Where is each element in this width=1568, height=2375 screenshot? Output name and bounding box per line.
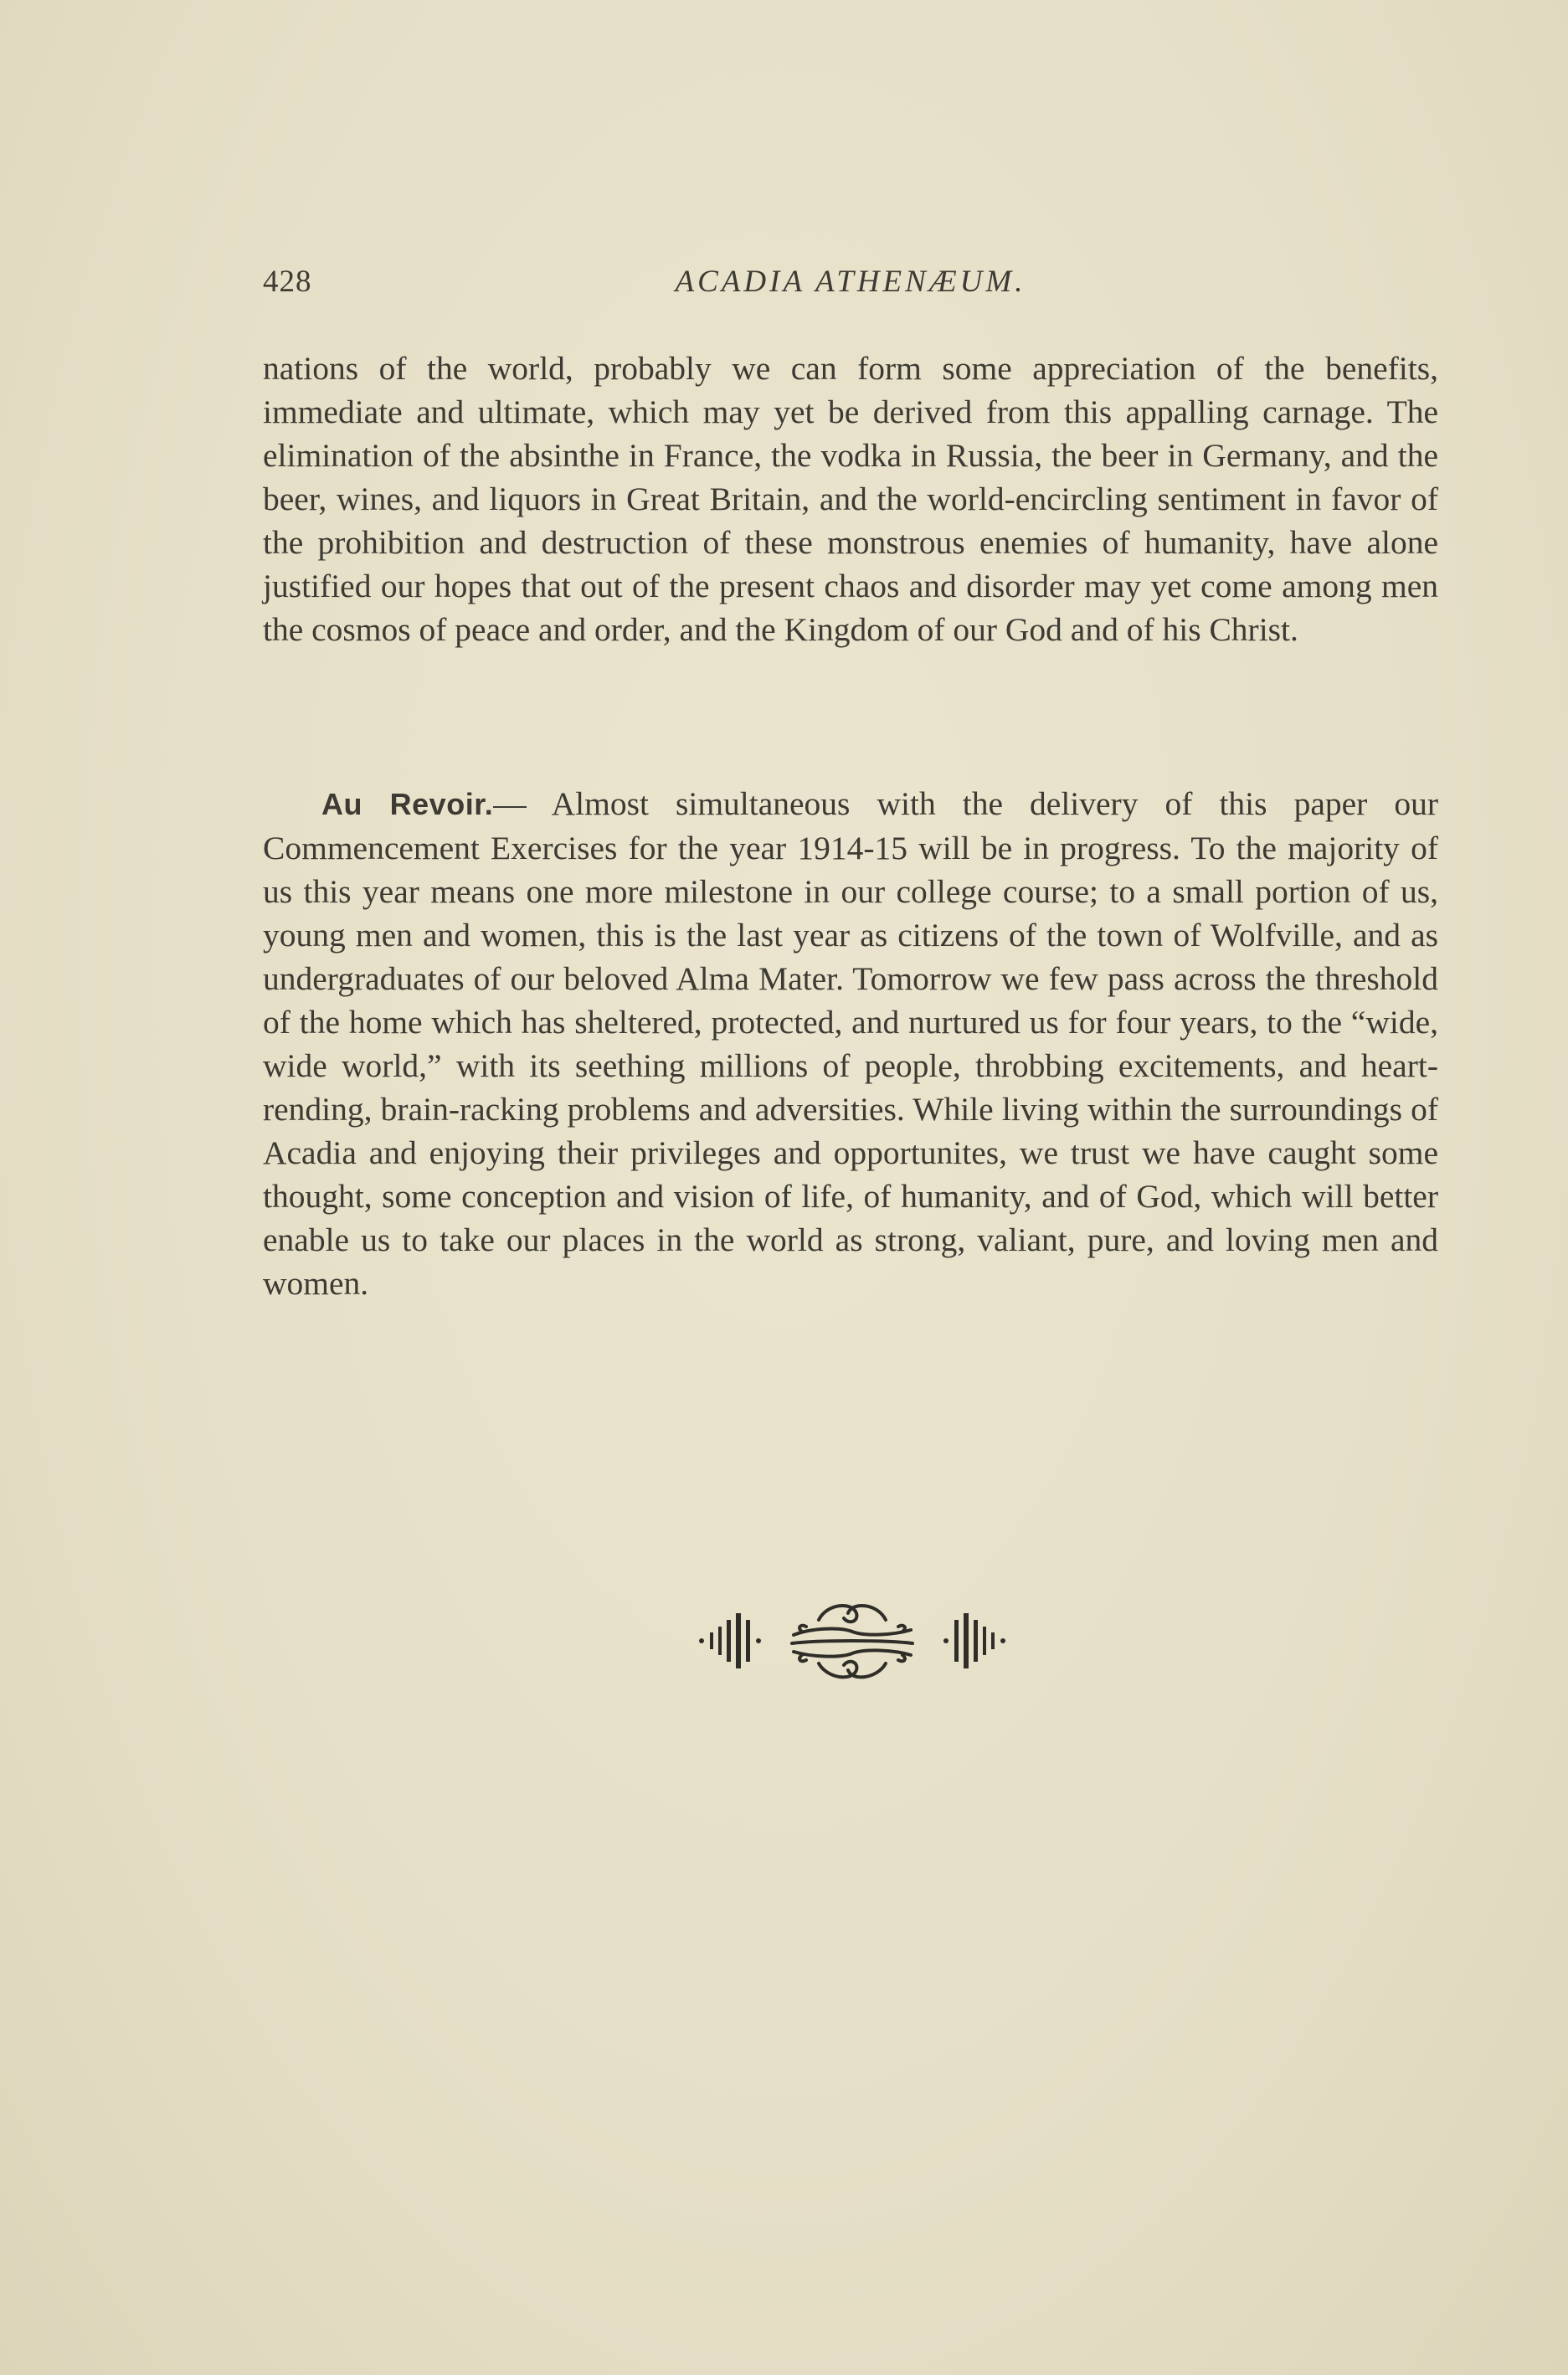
paragraph-text (263, 782, 1438, 1305)
printers-ornament-icon (693, 1595, 1011, 1687)
running-title: ACADIA ATHENÆUM. (675, 265, 1026, 299)
running-header (263, 264, 1438, 306)
page-number: 428 (263, 265, 312, 299)
paragraph-text: nations of the world, probably we can form some appreciation of the benefits, immediate and ultimate, which may yet be derived from this appalling carnage. The elimination of the absinthe in France, the vodka in Russia, the beer in Germany, and the beer, wines, and liquors in Great Britain, and the world-encircling sentiment in favor of the prohibition and destruction of these monstrous enemies of humanity, have alone justified our hopes that out of the present chaos and disorder may yet come among men the cosmos of peace and order, and the Kingdom of our God and of his Christ. (263, 350, 1438, 648)
paragraph-au-revoir (263, 782, 1438, 1305)
paragraph-continued (263, 347, 1438, 651)
section-lead: Au Revoir. (321, 787, 494, 821)
section-body: — Almost simultaneous with the delivery of this paper our Commencement Exercises for the year 1914-15 will be in progress. To the majority of us this year means one more milestone in our college course; to a small portion of us, young men and women, this is the last year as citizens of the town of Wolfville, and as undergraduates of our beloved Alma Mater. Tomorrow we few pass across the threshold of the home which has sheltered, protected, and nurtured us for four years, to the “wide, wide world,” with its seething millions of people, throbbing excitements, and heart-rending, brain-racking problems and adversities. While living within the surroundings of Acadia and enjoying their privileges and opportunites, we trust we have caught some thought, some conception and vision of life, of humanity, and of God, which will better enable us to take our places in the world as strong, valiant, pure, and loving men and women. (263, 785, 1438, 1302)
